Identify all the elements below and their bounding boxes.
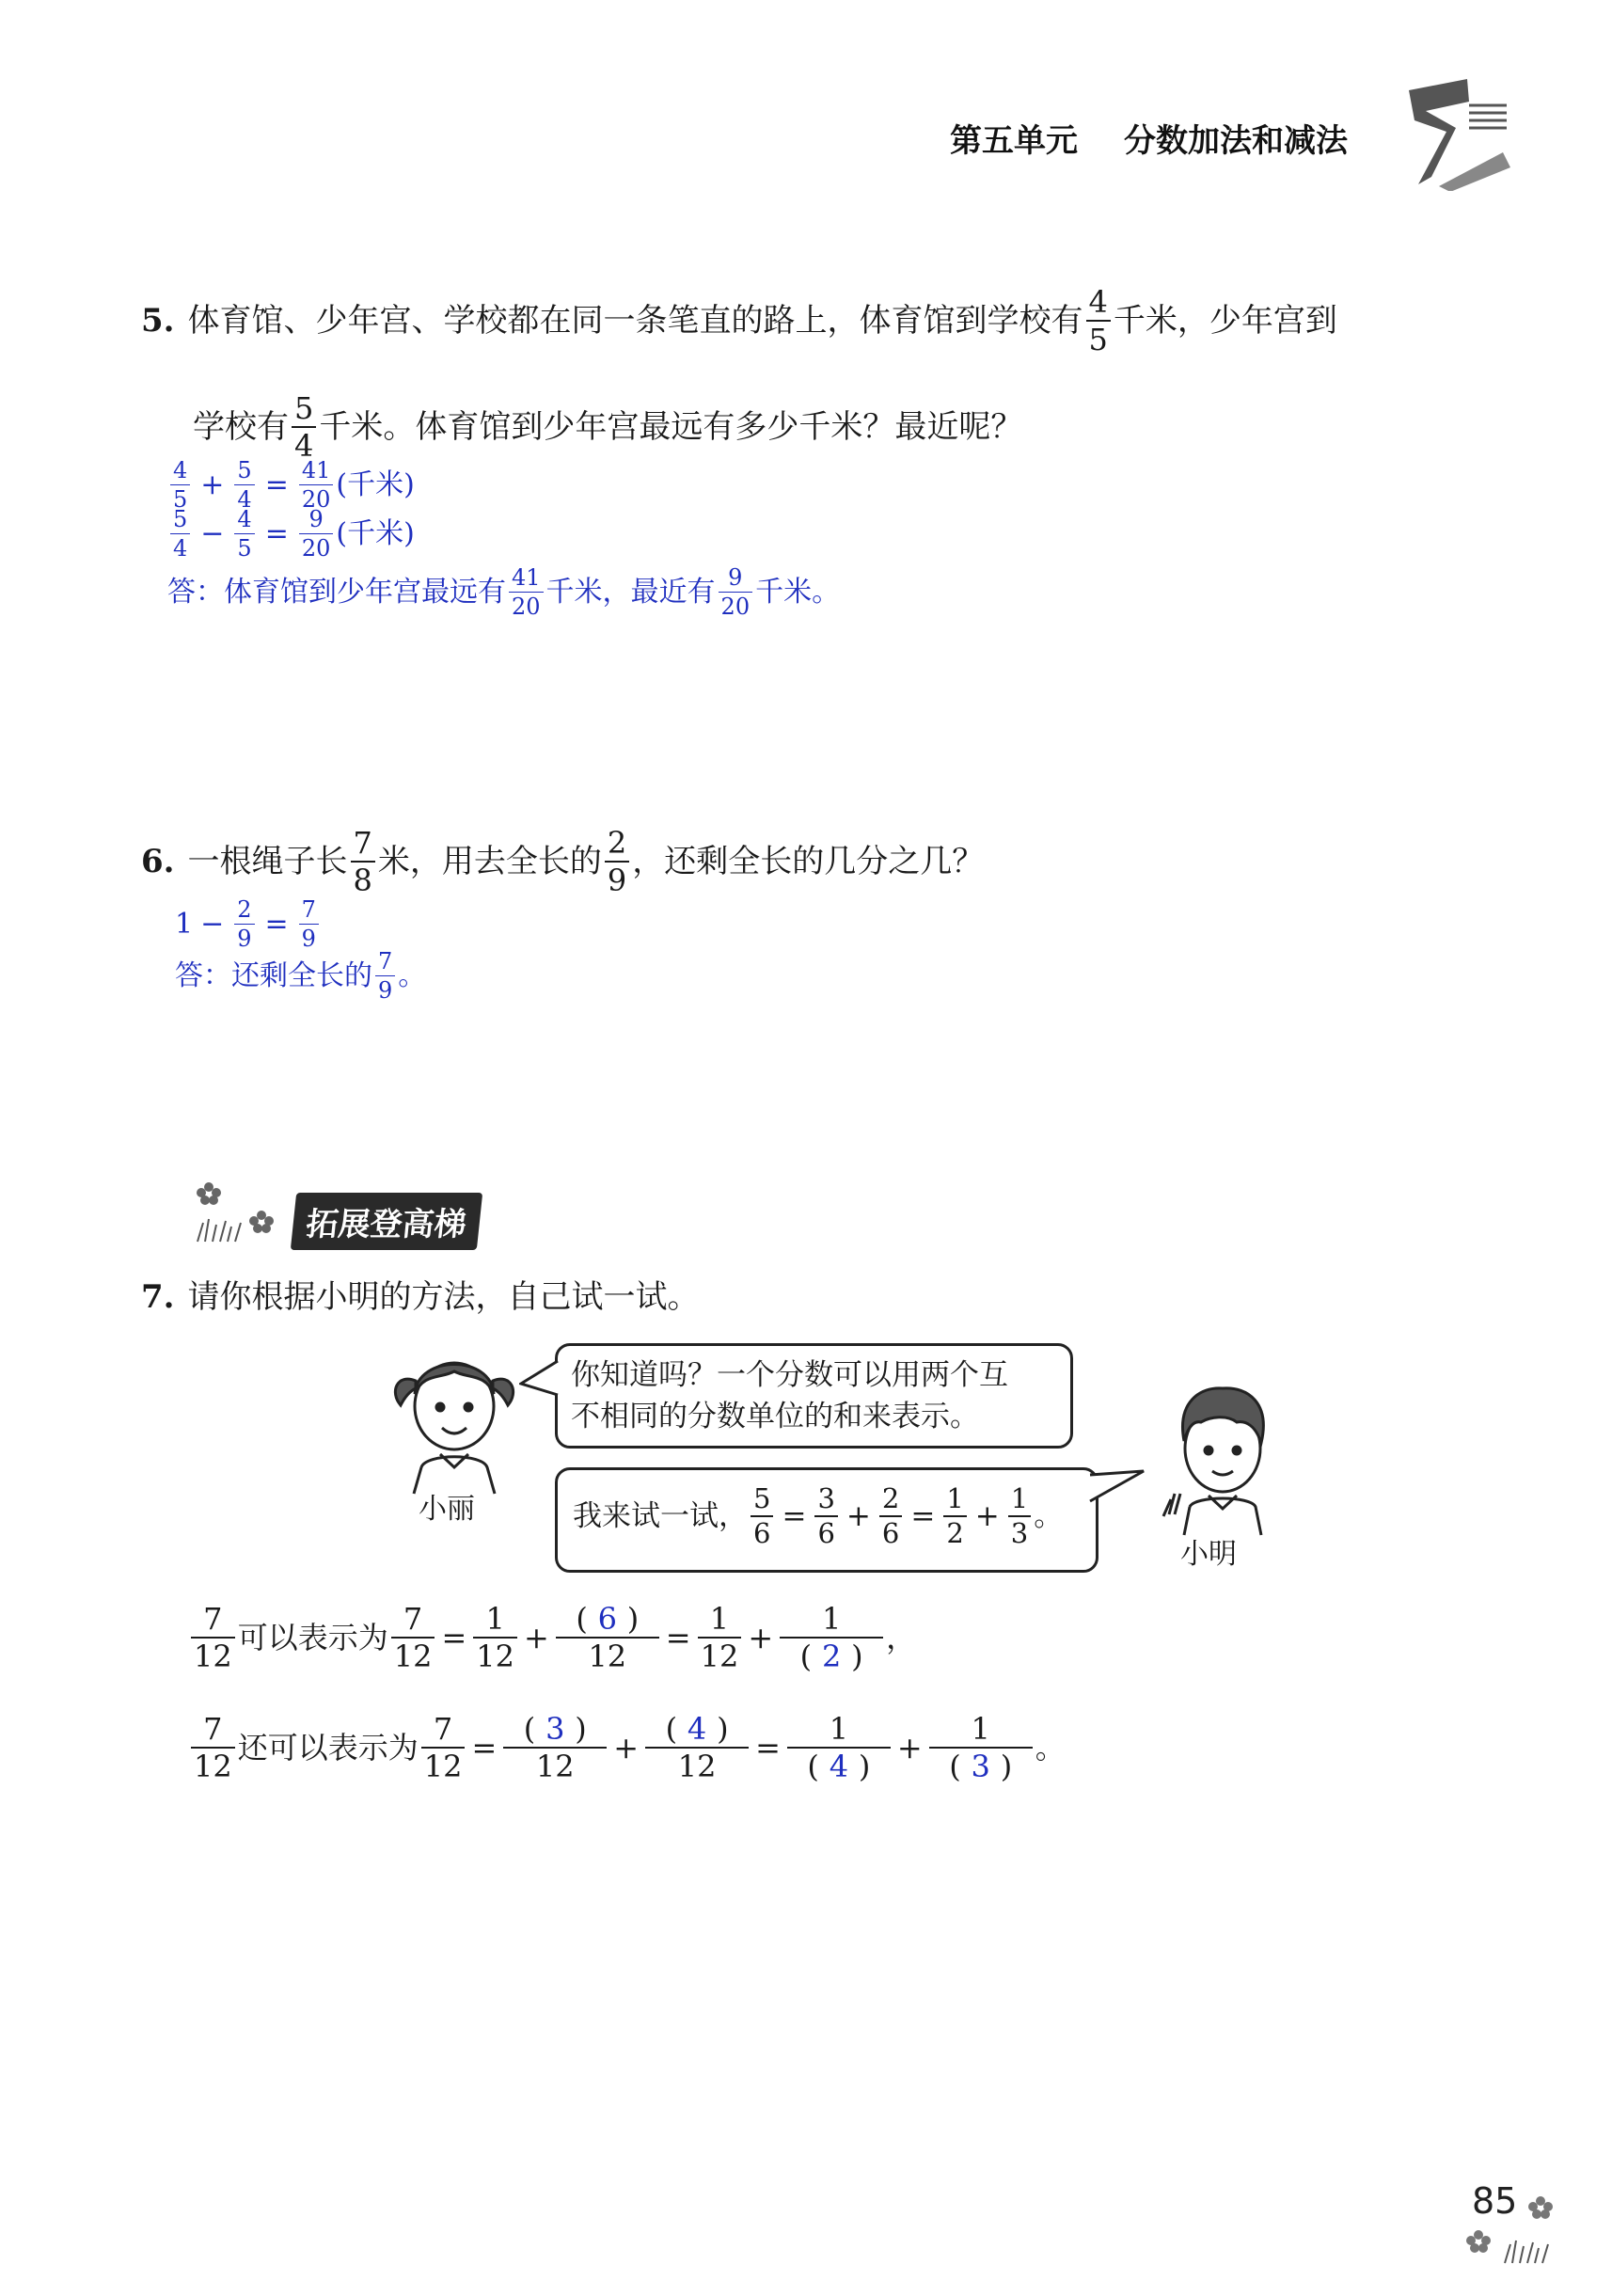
boy-illustration bbox=[1152, 1373, 1293, 1538]
q5-text-b: 千米，少年宫到 bbox=[1113, 302, 1337, 340]
q5-answer-line-2: $\frac{5}{4}$ − $\frac{4}{5}$ = $\frac{9}{20}$ (千米) bbox=[167, 508, 415, 560]
q5-fraction-2: $\frac{5}{4}$ bbox=[292, 393, 316, 461]
q5-text-c: 学校有 bbox=[193, 408, 289, 446]
q7-line bbox=[141, 1278, 700, 1316]
q6-fraction-2: $\frac{2}{9}$ bbox=[605, 828, 629, 895]
q6-answer-sentence: 答：还剩全长的 $\frac{7}{9}$ 。 bbox=[175, 948, 427, 1004]
q5-answer-line-1: $\frac{4}{5}$ + $\frac{5}{4}$ = $\frac{41}{20}$ (千米) bbox=[167, 459, 415, 511]
book-icon bbox=[1401, 73, 1514, 191]
q6-text-b: 米，用去全长的 bbox=[377, 843, 602, 880]
blank-2[interactable]: 2 bbox=[821, 1639, 842, 1674]
girl-name: 小丽 bbox=[419, 1493, 475, 1526]
bubble1-line1: 你知道吗？一个分数可以用两个互 bbox=[571, 1358, 1008, 1392]
q6-line bbox=[141, 825, 985, 898]
q6-number: 6. bbox=[141, 843, 175, 880]
boy-name: 小明 bbox=[1180, 1538, 1237, 1571]
header-unit: 第五单元 bbox=[950, 122, 1078, 160]
q5-number: 5. bbox=[141, 302, 175, 340]
bubble2-tail bbox=[1089, 1467, 1146, 1509]
q7-number: 7. bbox=[141, 1278, 175, 1316]
header-title: 分数加法和减法 bbox=[1124, 122, 1348, 160]
section-title: 拓展登高梯 bbox=[291, 1193, 482, 1250]
blank-5[interactable]: 4 bbox=[829, 1749, 849, 1784]
flower-grass-icon bbox=[188, 1176, 282, 1251]
blank-3[interactable]: 3 bbox=[545, 1711, 565, 1747]
q5-text-d: 千米。体育馆到少年宫最远有多少千米？最近呢？ bbox=[319, 408, 1023, 446]
speech-bubble-girl bbox=[555, 1343, 1073, 1449]
q5-fraction-1: $\frac{4}{5}$ bbox=[1086, 287, 1111, 355]
q7-line1-label: 可以表示为 bbox=[237, 1620, 388, 1655]
blank-1[interactable]: 6 bbox=[597, 1601, 617, 1637]
q5-answer-sentence: 答：体育馆到少年宫最远有 $\frac{41}{20}$ 千米，最近有 $\frac{9}{20}$ 千米。 bbox=[167, 564, 841, 620]
flower-decoration-icon bbox=[1458, 2182, 1571, 2267]
bubble1-line2: 不相同的分数单位的和来表示。 bbox=[571, 1400, 979, 1433]
q6-fraction-1: $\frac{7}{8}$ bbox=[351, 828, 375, 895]
q6-answer-line-1: 1 − $\frac{2}{9}$ = $\frac{7}{9}$ bbox=[175, 898, 322, 950]
q5-line2 bbox=[193, 390, 1023, 464]
q7-text: 请你根据小明的方法，自己试一试。 bbox=[187, 1278, 700, 1316]
q6-text-a: 一根绳子长 bbox=[187, 843, 348, 880]
bubble1-tail bbox=[519, 1359, 559, 1397]
q7-line2-label: 还可以表示为 bbox=[237, 1730, 419, 1766]
speech-bubble-boy bbox=[555, 1467, 1098, 1573]
bubble2-content: 我来试一试， $\frac{5}{6}$ = $\frac{3}{6}$ + $\frac{2}{6}$ = $\frac{1}{2}$ + $\frac{1}{3}$ 。 bbox=[573, 1482, 1064, 1549]
page-number: 85 bbox=[1472, 2180, 1518, 2222]
girl-illustration bbox=[384, 1336, 525, 1496]
q6-text-c: ，还剩全长的几分之几？ bbox=[632, 843, 985, 880]
blank-6[interactable]: 3 bbox=[971, 1749, 990, 1784]
q5-text-a: 体育馆、少年宫、学校都在同一条笔直的路上，体育馆到学校有 bbox=[187, 302, 1083, 340]
blank-4[interactable]: 4 bbox=[687, 1711, 707, 1747]
q5-line1 bbox=[141, 284, 1337, 357]
q7-fill-line-2: $\frac{7}{12}$ 还可以表示为 $\frac{7}{12}$ = $\frac{( 3 )}{12}$ + $\frac{( 4 )}{12}$ = $\frac{1}{( 4 )}$ + $\frac{1}{( 3 )}$ 。 bbox=[188, 1714, 1066, 1781]
q7-fill-line-1: $\frac{7}{12}$ 可以表示为 $\frac{7}{12}$ = $\frac{1}{12}$ + $\frac{( 6 )}{12}$ = $\frac{1}{12}$ + $\frac{1}{( 2 )}$ ， bbox=[188, 1604, 916, 1671]
